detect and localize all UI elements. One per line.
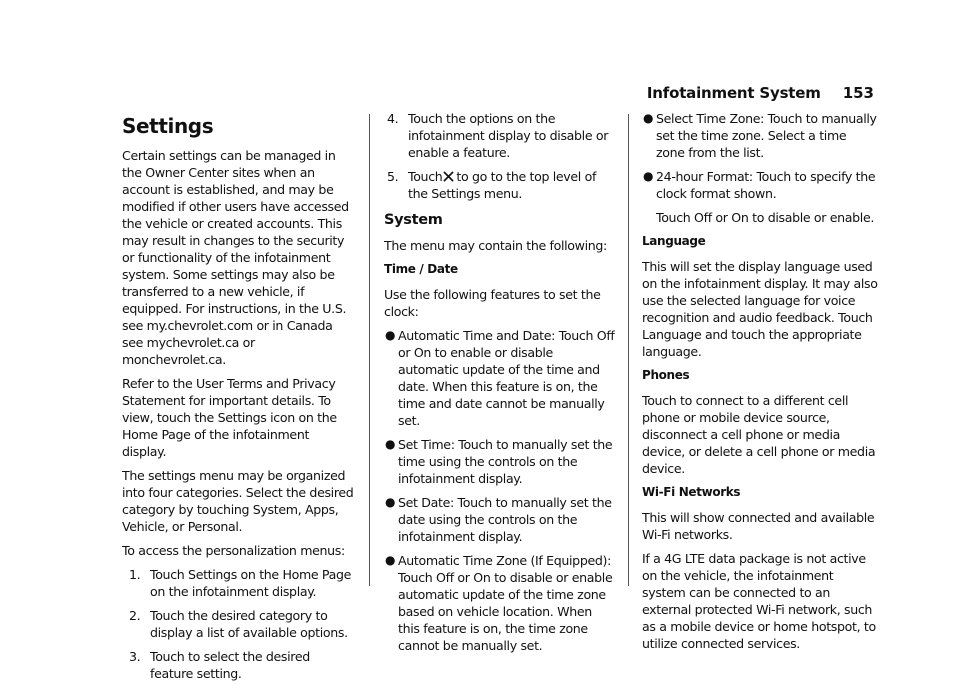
list-item [122, 607, 356, 641]
bullet-icon: ● [643, 169, 654, 183]
step-number: 2. [129, 608, 141, 623]
paragraph: Touch Off or On to disable or enable. [656, 210, 875, 225]
steps-list-continued [384, 110, 616, 202]
section-title: Infotainment System [646, 84, 821, 102]
paragraph: If a 4G LTE data package is not active on the vehicle, the infotainment system can be connected to an external protected Wi-Fi network, such as a mobile device or home hotspot, to utilize connected services. [642, 551, 876, 651]
paragraph: Refer to the User Terms and Privacy Statement for important details. To view, touch the Settings icon on the Home Page of the infotainment display. [122, 376, 337, 459]
step-text-pre: Touch [408, 169, 443, 184]
bullet-list [642, 110, 878, 202]
step-number: 3. [129, 649, 141, 664]
list-item [384, 494, 616, 545]
step-text: Touch to select the desired feature setting. [150, 649, 310, 681]
paragraph: Use the following features to set the clock: [384, 287, 601, 319]
subheading-wifi: Wi-Fi Networks [642, 485, 741, 499]
column-1 [122, 114, 356, 689]
paragraph: The menu may contain the following: [384, 238, 607, 253]
subheading-time-date: Time / Date [384, 262, 458, 276]
list-item [384, 110, 616, 161]
bullet-icon: ● [385, 553, 396, 567]
steps-list [122, 566, 356, 682]
step-text-post: to go to the top level of the Settings menu. [408, 169, 597, 201]
step-text: Touch Settings on the Home Page on the infotainment display. [150, 567, 351, 599]
page-number: 153 [842, 84, 874, 102]
page-title: Settings [122, 114, 214, 138]
list-item [642, 168, 878, 202]
page-header [0, 84, 874, 102]
step-text: Touch the options on the infotainment display to disable or enable a feature. [408, 111, 609, 160]
section-heading-system: System [384, 212, 443, 228]
bullet-text: Set Date: Touch to manually set the date using the controls on the infotainment display. [398, 495, 612, 544]
paragraph: This will show connected and available Wi-Fi networks. [642, 510, 875, 542]
bullet-text: Set Time: Touch to manually set the time using the controls on the infotainment display. [398, 437, 613, 486]
step-number: 5. [387, 169, 399, 184]
bullet-icon: ● [385, 437, 396, 451]
list-item [384, 436, 616, 487]
subheading-language: Language [642, 234, 706, 248]
close-icon [443, 171, 454, 182]
list-item [384, 327, 616, 429]
subheading-phones: Phones [642, 368, 690, 382]
paragraph: This will set the display language used on the infotainment display. It may also use the selected language for voice recognition and audio feedback. Touch Language and touch the appropriate language. [642, 259, 878, 359]
bullet-icon: ● [385, 328, 396, 342]
list-item [122, 648, 356, 682]
column-2 [384, 110, 616, 661]
column-3 [642, 110, 878, 659]
bullet-text: Select Time Zone: Touch to manually set the time zone. Select a time zone from the list. [656, 111, 877, 160]
list-item [384, 168, 616, 202]
bullet-text: Automatic Time Zone (If Equipped): Touch Off or On to disable or enable automatic update of the time zone based on vehicle location. When this feature is on, the time zone cannot be manually set. [398, 553, 613, 653]
step-text: Touch the desired category to display a list of available options. [150, 608, 348, 640]
column-divider [628, 114, 629, 586]
bullet-text: Automatic Time and Date: Touch Off or On to enable or disable automatic update of the time and date. When this feature is on, the time and date cannot be manually set. [398, 328, 615, 428]
paragraph: To access the personalization menus: [122, 543, 345, 558]
bullet-text: 24-hour Format: Touch to specify the clock format shown. [656, 169, 876, 201]
bullet-list [384, 327, 616, 654]
paragraph: Certain settings can be managed in the Owner Center sites when an account is established, and may be modified if other users have accessed the vehicle or created accounts. This may result in changes to the security or functionality of the infotainment system. Some settings may also be transferred to a new vehicle, if equipped. For instructions, in the U.S. see my.chevrolet.com or in Canada see mychevrolet.ca or monchevrolet.ca. [122, 148, 349, 367]
list-item [122, 566, 356, 600]
paragraph: Touch to connect to a different cell phone or mobile device source, disconnect a cell phone or media device, or delete a cell phone or media device. [642, 393, 876, 476]
step-number: 1. [129, 567, 141, 582]
list-item [384, 552, 616, 654]
column-divider [369, 114, 370, 586]
list-item [642, 110, 878, 161]
bullet-icon: ● [385, 495, 396, 509]
paragraph: The settings menu may be organized into four categories. Select the desired category by touching System, Apps, Vehicle, or Personal. [122, 468, 354, 534]
bullet-icon: ● [643, 111, 654, 125]
step-number: 4. [387, 111, 399, 126]
